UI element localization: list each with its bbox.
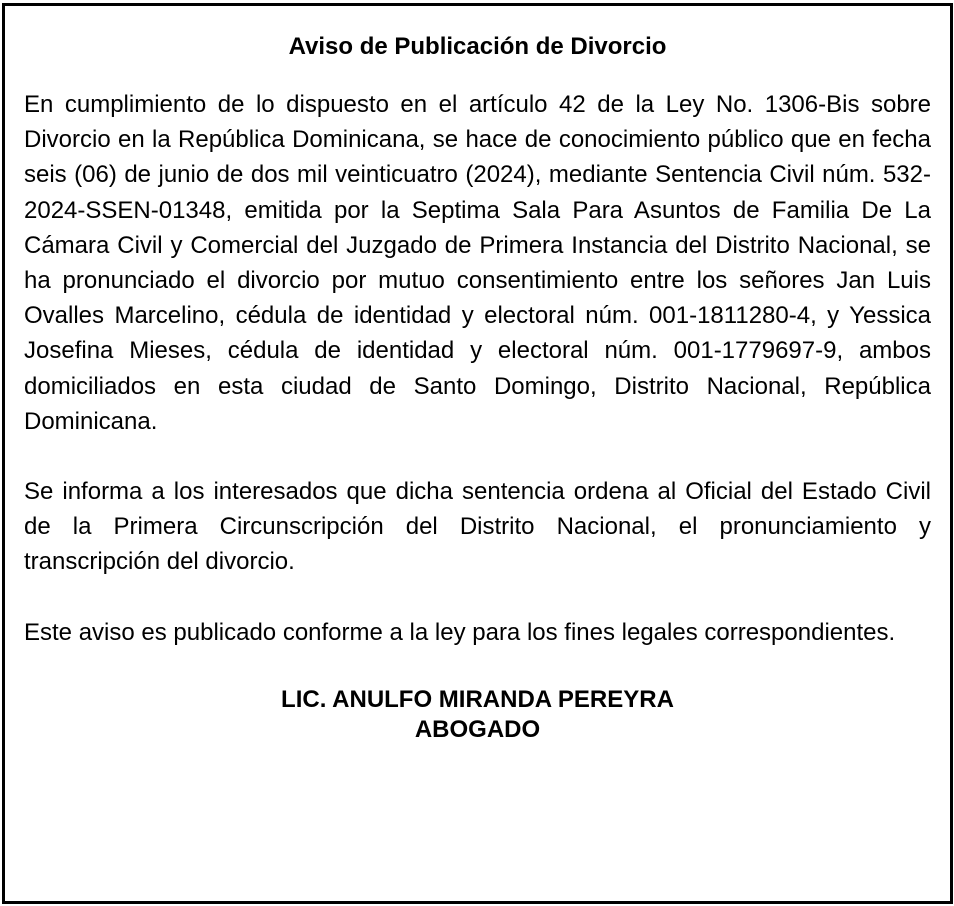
notice-frame: [2, 3, 953, 904]
signature-role: ABOGADO: [414, 715, 541, 743]
signature-name: LIC. ANULFO MIRANDA PEREYRA: [281, 685, 674, 713]
notice-paragraph-information: Se informa a los interesados que dicha sentencia ordena al Oficial del Estado Civil de la Primera Circunscripción del Distrito Nacional, el pronunciamiento y transcripción del divorcio.: [24, 478, 931, 576]
notice-body: [24, 29, 931, 745]
notice-paragraph-main: En cumplimiento de lo dispuesto en el artículo 42 de la Ley No. 1306-Bis sobre Divorcio en la República Dominicana, se hace de conocimiento público que en fecha seis (06) de junio de dos mil veinticuatro (2024), mediante Sentencia Civil núm. 532-2024-SSEN-01348, emitida por la Septima Sala Para Asuntos de Familia De La Cámara Civil y Comercial del Juzgado de Primera Instancia del Distrito Nacional, se ha pronunciado el divorcio por mutuo consentimiento entre los señores Jan Luis Ovalles Marcelino, cédula de identidad y electoral núm. 001-1811280-4, y Yessica Josefina Mieses, cédula de identidad y electoral núm. 001-1779697-9, ambos domiciliados en esta ciudad de Santo Domingo, Distrito Nacional, República Dominicana.: [24, 91, 931, 435]
notice-title: Aviso de Publicación de Divorcio: [288, 33, 667, 60]
notice-paragraph-closing: Este aviso es publicado conforme a la ley para los fines legales correspondientes.: [24, 618, 896, 646]
signature-block: [24, 685, 931, 745]
